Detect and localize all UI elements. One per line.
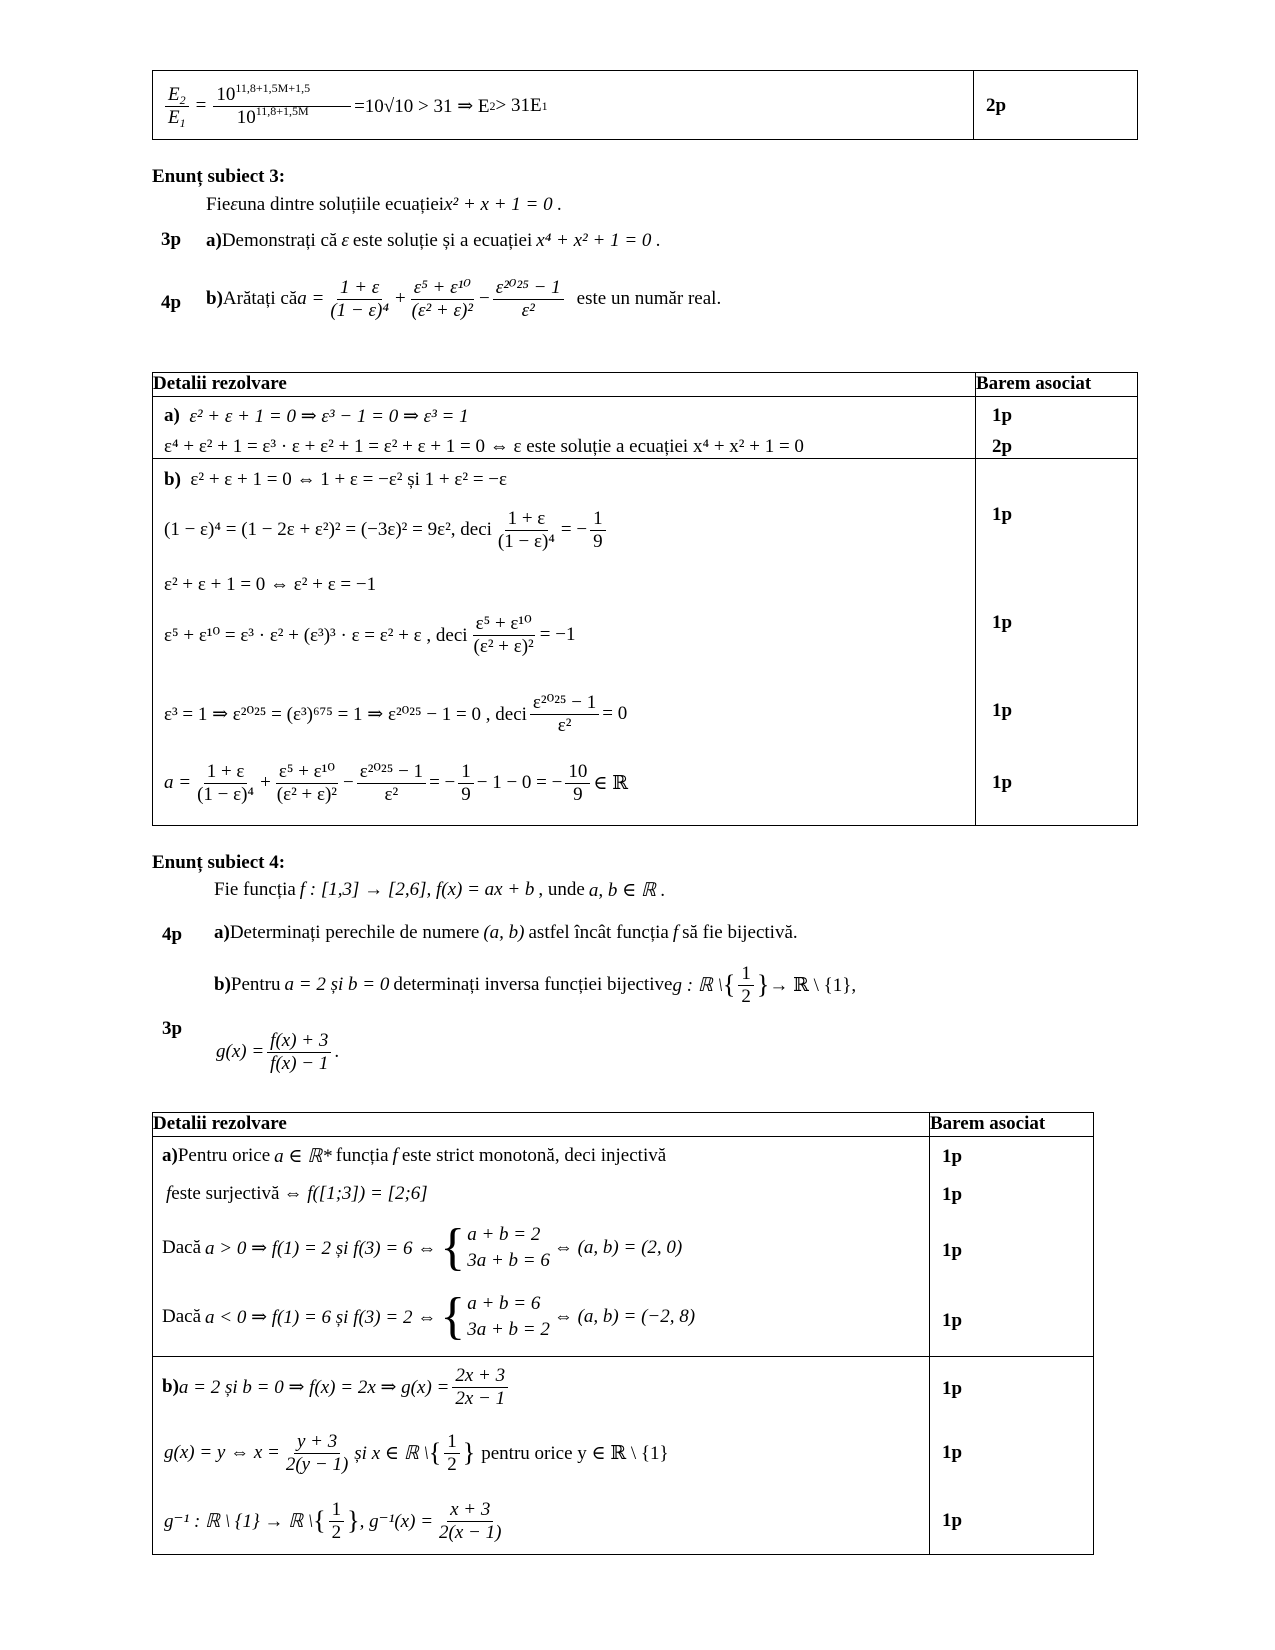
s4-b-line3: g⁻¹ : ℝ \ {1} → ℝ \ { $\frac{1}{2}$ } , g⁻¹(x) = $\frac{x + 3}{2(x - 1)}$ <box>164 1498 502 1543</box>
s3-b-line2-points: 1p <box>992 504 1013 525</box>
s3-b-line1: b) ε² + ε + 1 = 0 ⇔ 1 + ε = −ε² și 1 + ε² = −ε <box>164 469 507 490</box>
s4-a-line2: f este surjectivă ⇔ f([1;3]) = [2;6] <box>166 1183 428 1204</box>
s3-a-statement: a) Demonstrați că ε este soluție și a ecuației x⁴ + x² + 1 = 0 . <box>206 230 661 251</box>
s4-b-line2-points: 1p <box>942 1442 963 1463</box>
s4-header-left: Detalii rezolvare <box>153 1113 930 1137</box>
s3-b-line3: ε² + ε + 1 = 0 ⇔ ε² + ε = −1 <box>164 574 377 595</box>
s4-intro: Fie funcția f : [1,3] → [2,6], f(x) = ax + b , unde a, b ∈ ℝ . <box>214 879 666 901</box>
s3-header-left: Detalii rezolvare <box>153 373 976 397</box>
s4-a-line4: Dacă a < 0 ⇒ f(1) = 6 și f(3) = 2 ⇔ { a + b = 6 3a + b = 2 ⇔ (a, b) = (−2, 8) <box>162 1288 696 1345</box>
s3-b-line5: ε³ = 1 ⇒ ε²⁰²⁵ = (ε³)⁶⁷⁵ = 1 ⇒ ε²⁰²⁵ − 1 = 0 , deci $\frac{\text{ε²⁰²⁵ − 1}}{\text{ε²}}$ = 0 <box>164 691 628 736</box>
s4-b-points: 3p <box>162 1018 183 1039</box>
s3-b-line5-points: 1p <box>992 700 1013 721</box>
s4-a-line3: Dacă a > 0 ⇒ f(1) = 2 și f(3) = 6 ⇔ { a + b = 2 3a + b = 6 ⇔ (a, b) = (2, 0) <box>162 1219 683 1276</box>
s4-a-points: 4p <box>162 924 183 945</box>
s4-a-line3-points: 1p <box>942 1240 963 1261</box>
s4-a-line1-points: 1p <box>942 1146 963 1167</box>
top-points: 2p <box>986 95 1007 116</box>
s3-b-points: 4p <box>161 292 182 313</box>
s3-a-line2-points: 2p <box>992 436 1013 457</box>
s4-b-g-definition: g(x) = $\frac{f(x) + 3}{f(x) - 1}$ . <box>216 1029 340 1074</box>
s4-title: Enunț subiect 4: <box>152 852 286 873</box>
s3-b-statement: b) Arătați că a = $\frac{1 + \varepsilon}{\text{(1 − ε)⁴}}$ + $\frac{\text{ε⁵ + ε¹⁰}}{\text{(ε² + ε)²}}$ − $\frac{\text{ε²⁰²⁵ − 1}}{\text{ε²}}$ este un număr real. <box>206 276 722 321</box>
top-expression: $\frac{E_2}{E_1}$ = $\frac{10^{11,8+1,5M+1,5}}{10^{11,8+1,5M}}$ =10√10 > 31 ⇒ E 2 > 31E 1 <box>162 76 548 136</box>
s3-a-line2: ε⁴ + ε² + 1 = ε³ · ε + ε² + 1 = ε² + ε + 1 = 0 ⇔ ε este soluție a ecuației x⁴ + x² + 1 = 0 <box>164 436 804 457</box>
s3-header-right: Barem asociat <box>976 373 1138 397</box>
s3-a-line1-points: 1p <box>992 405 1013 426</box>
s3-a-points: 3p <box>161 229 182 250</box>
s3-title: Enunț subiect 3: <box>152 166 286 187</box>
s3-intro: Fie ε una dintre soluțiile ecuației x² + x + 1 = 0 . <box>206 194 563 215</box>
s4-b-line3-points: 1p <box>942 1510 963 1531</box>
s3-b-line2: (1 − ε)⁴ = (1 − 2ε + ε²)² = (−3ε)² = 9ε², deci $\frac{1 + \varepsilon}{\text{(1 − ε)⁴}}$ = − $\frac{1}{9}$ <box>164 496 609 564</box>
s4-a-line2-points: 1p <box>942 1184 963 1205</box>
s4-a-statement: a) Determinați perechile de numere (a, b) astfel încât funcția f să fie bijectivă. <box>214 922 798 943</box>
s3-b-line4-points: 1p <box>992 612 1013 633</box>
s4-a-line1: a) Pentru orice a ∈ ℝ* funcția f este strict monotonă, deci injectivă <box>162 1145 667 1167</box>
s4-a-line4-points: 1p <box>942 1310 963 1331</box>
s3-b-line4: ε⁵ + ε¹⁰ = ε³ · ε² + (ε³)³ · ε = ε² + ε , deci $\frac{\text{ε⁵ + ε¹⁰}}{\text{(ε² + ε)²}}$ = −1 <box>164 612 576 657</box>
s4-b-line2: g(x) = y ⇔ x = $\frac{y + 3}{2(y - 1)}$ și x ∈ ℝ \ { $\frac{1}{2}$ } pentru orice y ∈ ℝ \ {1} <box>164 1430 669 1475</box>
s4-b-line1-points: 1p <box>942 1378 963 1399</box>
s4-b-line1: b) a = 2 și b = 0 ⇒ f(x) = 2x ⇒ g(x) = $\frac{2x + 3}{2x - 1}$ <box>162 1358 511 1416</box>
s3-b-line6-points: 1p <box>992 772 1013 793</box>
s4-b-statement: b) Pentru a = 2 și b = 0 determinați inversa funcției bijective g : ℝ \ { $\frac{1}{2}$ } → ℝ \ {1}, <box>214 962 857 1007</box>
s3-b-line6: a = $\frac{1 + \varepsilon}{\text{(1 − ε)⁴}}$ + $\frac{\text{ε⁵ + ε¹⁰}}{\text{(ε² + ε)²}}$ − $\frac{\text{ε²⁰²⁵ − 1}}{\text{ε²}}$ = − $\frac{1}{9}$ − 1 − 0 = − $\frac{10}{9}$ ∈ ℝ <box>164 760 628 805</box>
s4-header-right: Barem asociat <box>930 1113 1094 1137</box>
s3-a-line1: a) ε² + ε + 1 = 0 ⇒ ε³ − 1 = 0 ⇒ ε³ = 1 <box>164 405 469 427</box>
